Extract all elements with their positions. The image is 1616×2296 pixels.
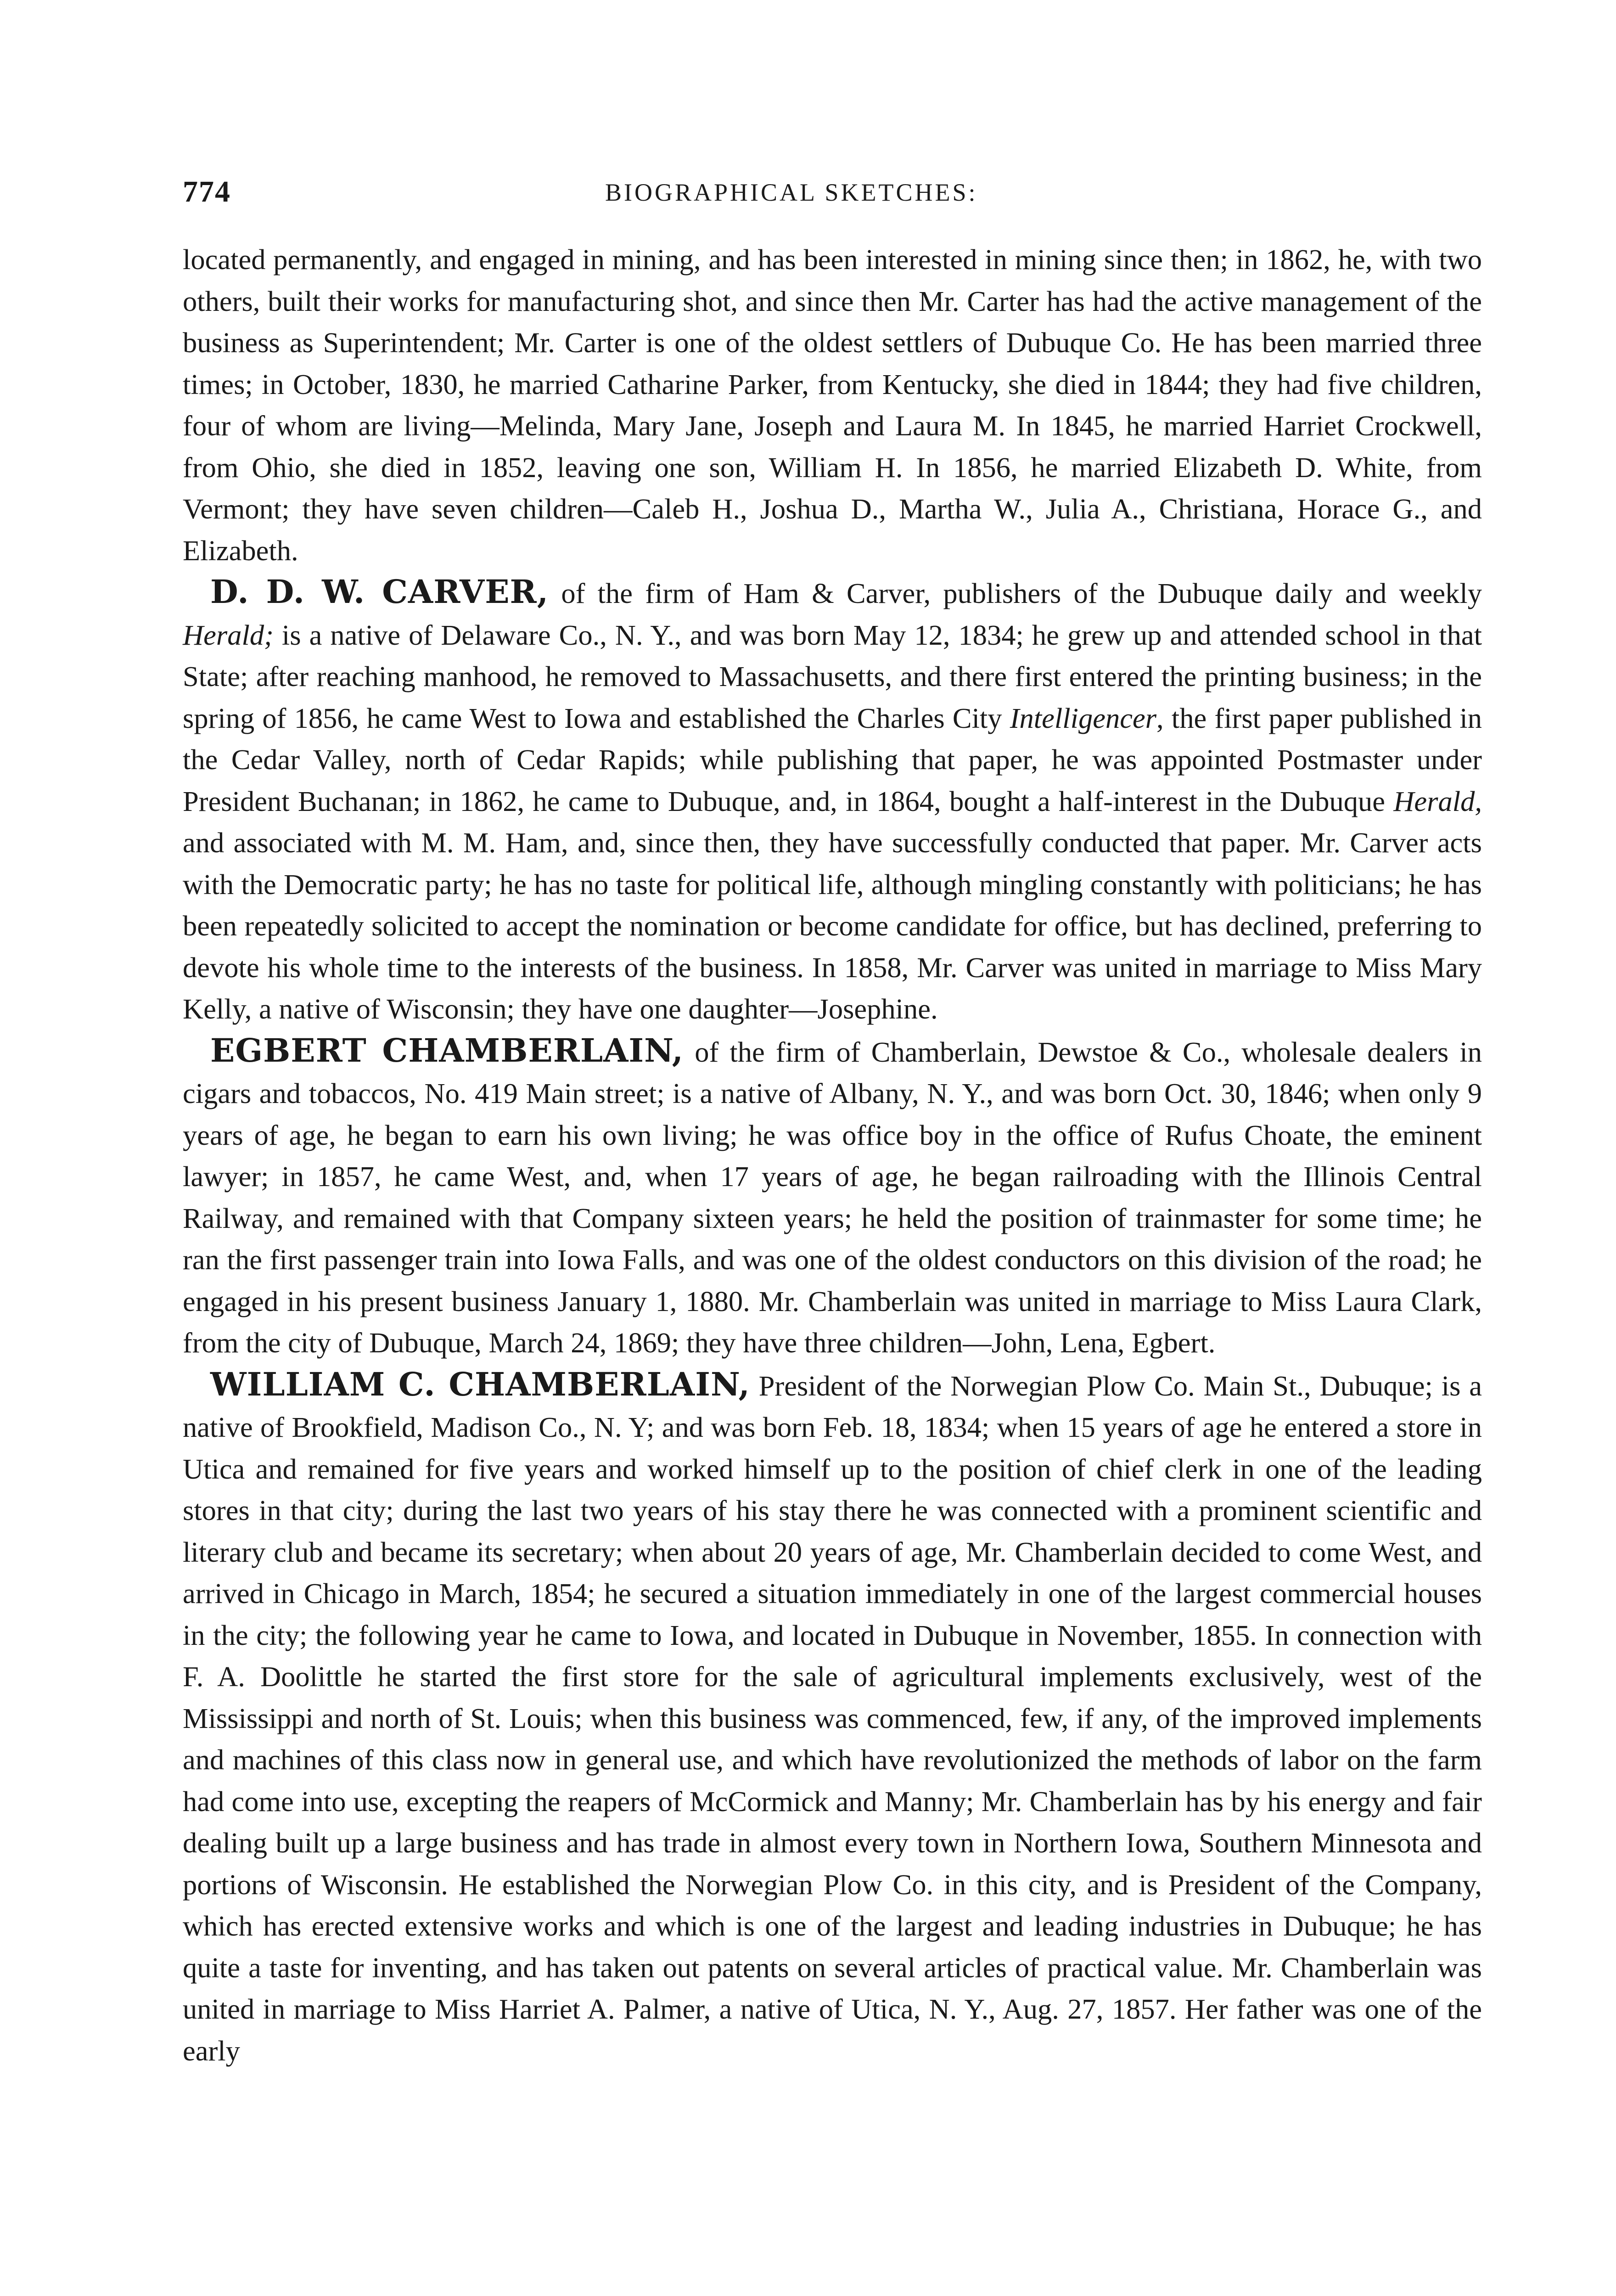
entry-name: WILLIAM C. CHAMBERLAIN, bbox=[210, 1365, 750, 1403]
newspaper-title: Herald, bbox=[1393, 785, 1482, 817]
entry-text: and associated with M. M. Ham, and, since then, they have successfully conducted that paper. Mr. Carver acts with the Democratic party; he has no taste for political life, although mingling constantly with politicians; he has been repeatedly solicited to accept the nomination or become candidate for office, but has declined, preferring to devote his whole time to the interests of the business. In 1858, Mr. Carver was united in marriage to Miss Mary Kelly, a native of Wisconsin; they have one daughter—Josephine. bbox=[183, 827, 1482, 1025]
book-page bbox=[183, 174, 1482, 2071]
running-title: BIOGRAPHICAL SKETCHES: bbox=[605, 179, 978, 206]
entry-text: of the firm of Chamberlain, Dewstoe & Co., wholesale dealers in cigars and tobaccos, No. 419 Main street; is a native of Albany, N. Y., and was born Oct. 30, 1846; when only 9 years of age, he began to earn his own living; he was office boy in the office of Rufus Choate, the eminent lawyer; in 1857, he came West, and, when 17 years of age, he began railroading with the Illinois Central Railway, and remained with that Company sixteen years; he held the position of trainmaster for some time; he ran the first passenger train into Iowa Falls, and was one of the oldest conductors on this division of the road; he engaged in his present business January 1, 1880. Mr. Chamberlain was united in marriage to Miss Laura Clark, from the city of Dubuque, March 24, 1869; they have three children—John, Lena, Egbert. bbox=[183, 1035, 1482, 1359]
running-head bbox=[183, 174, 1482, 230]
continuation-paragraph: located permanently, and engaged in mining, and has been interested in mining since then; in 1862, he, with two others, built their works for manufacturing shot, and since then Mr. Carter has had the active management of the business as Superintendent; Mr. Carter is one of the oldest settlers of Dubuque Co. He has been married three times; in October, 1830, he married Catharine Parker, from Kentucky, she died in 1844; they had five children, four of whom are living—Melinda, Mary Jane, Joseph and Laura M. In 1845, he married Harriet Crockwell, from Ohio, she died in 1852, leaving one son, William H. In 1856, he married Elizabeth D. White, from Vermont; they have seven children—Caleb H., Joshua D., Martha W., Julia A., Christiana, Horace G., and Elizabeth. bbox=[183, 243, 1482, 567]
newspaper-title: Herald; bbox=[183, 619, 274, 651]
entry-egbert-chamberlain bbox=[183, 1030, 1482, 1364]
newspaper-title: Intelligencer bbox=[1010, 702, 1157, 734]
entry-name: D. D. W. CARVER, bbox=[210, 573, 549, 611]
entry-carver bbox=[183, 571, 1482, 1030]
entry-name: EGBERT CHAMBERLAIN, bbox=[210, 1031, 684, 1069]
body-text bbox=[183, 239, 1482, 2071]
entry-text: President of the Norwegian Plow Co. Main St., Dubuque; is a native of Brookfield, Madison Co., N. Y; and was born Feb. 18, 1834; when 15 years of age he entered a store in Utica and remained for five years and worked himself up to the position of chief clerk in one of the leading stores in that city; during the last two years of his stay there he was connected with a prominent scientific and literary club and became its secretary; when about 20 years of age, Mr. Chamberlain decided to come West, and arrived in Chicago in March, 1854; he secured a situation immediately in one of the largest commercial houses in the city; the following year he came to Iowa, and located in Dubuque in November, 1855. In connection with F. A. Doolittle he started the first store for the sale of agricultural implements exclusively, west of the Mississippi and north of St. Louis; when this business was commenced, few, if any, of the improved implements and machines of this class now in general use, and which have revolutionized the methods of labor on the farm had come into use, excepting the reapers of McCormick and Manny; Mr. Chamberlain has by his energy and fair dealing built up a large business and has trade in almost every town in Northern Iowa, Southern Minnesota and portions of Wisconsin. He established the Norwegian Plow Co. in this city, and is President of the Company, which has erected extensive works and which is one of the largest and leading industries in Dubuque; he has quite a taste for inventing, and has taken out patents on several articles of practical value. Mr. Chamberlain was united in marriage to Miss Harriet A. Palmer, a native of Utica, N. Y., Aug. 27, 1857. Her father was one of the early bbox=[183, 1369, 1482, 2067]
entry-william-chamberlain bbox=[183, 1364, 1482, 2072]
entry-text: , the first paper published in the Cedar Valley, north of Cedar Rapids; while publishing that paper, he was appointed Postmaster under President Buchanan; in 1862, he came to Dubuque, and, in 1864, bought a half-interest in the Dubuque bbox=[183, 702, 1482, 817]
entry-text: is a native of Delaware Co., N. Y., and was born May 12, 1834; he grew up and attended school in that State; after reaching manhood, he removed to Massachusetts, and there first entered the printing business; in the spring of 1856, he came West to Iowa and established the Charles City bbox=[183, 619, 1482, 734]
page-number: 774 bbox=[183, 175, 231, 208]
entry-text: of the firm of Ham & Carver, publishers of the Dubuque daily and weekly bbox=[549, 577, 1482, 609]
